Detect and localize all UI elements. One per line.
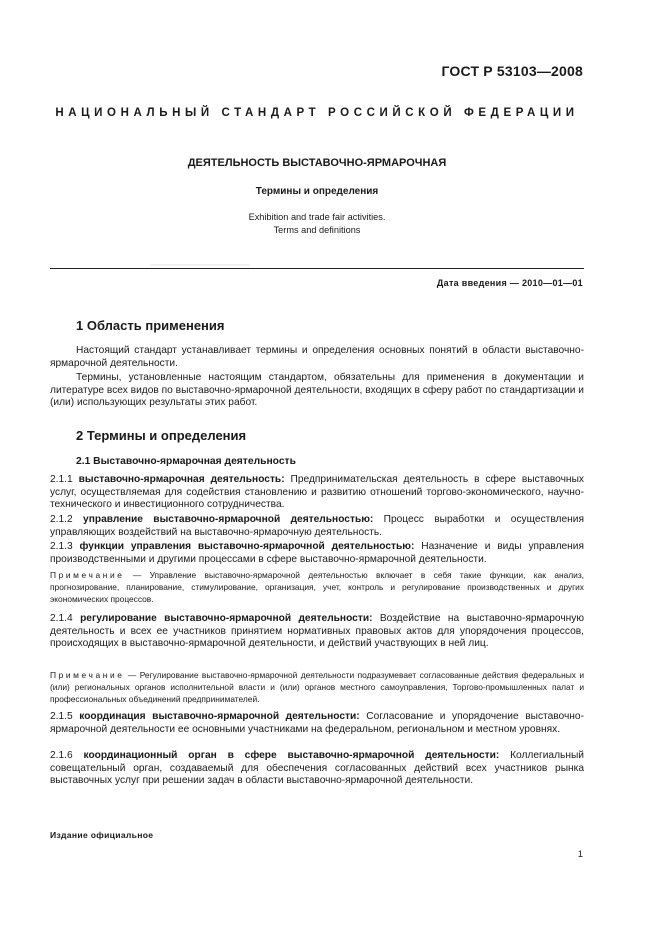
term-2-1-2 bbox=[50, 514, 584, 539]
term-number: 2.1.3 bbox=[50, 541, 73, 552]
term-2-1-1 bbox=[50, 474, 584, 512]
term-name: управление выставочно-ярмарочной деятельностью: bbox=[83, 514, 374, 525]
section-2-heading: 2 Термины и определения bbox=[76, 428, 247, 443]
term-definition: Назначение и виды управления производственными и другими процессами в сфере выставочно-ярмарочной деятельности. bbox=[50, 541, 585, 565]
term-2-1-3 bbox=[50, 541, 584, 566]
term-number: 2.1.4 bbox=[50, 613, 73, 624]
note-2 bbox=[50, 669, 584, 706]
document-title: ДЕЯТЕЛЬНОСТЬ ВЫСТАВОЧНО-ЯРМАРОЧНАЯ bbox=[187, 157, 447, 169]
term-number: 2.1.1 bbox=[50, 474, 73, 485]
term-2-1-6 bbox=[50, 750, 584, 788]
document-code: ГОСТ Р 53103—2008 bbox=[441, 63, 583, 79]
term-number: 2.1.5 bbox=[50, 711, 73, 722]
term-name: выставочно-ярмарочная деятельность: bbox=[78, 474, 285, 485]
term-definition: Коллегиальный совещательный орган, создаваемый для обеспечения согласованных действий всех участников рынка выставочных услуг при решении задач в области выставочно-ярмарочной деятельности. bbox=[50, 750, 584, 787]
term-name: координационный орган в сфере выставочно-ярмарочной деятельности: bbox=[83, 750, 500, 761]
section-1-heading: 1 Область применения bbox=[76, 318, 225, 333]
term-2-1-5 bbox=[50, 711, 584, 736]
note-1 bbox=[50, 569, 584, 606]
note-text: — Регулирование выставочно-ярмарочной деятельности подразумевает согласованные действия федеральных и (или) региональных органов исполнительной власти и (или) органов местного самоуправления, Торгово-промышленных палат и профессиональных объединений предпринимателей. bbox=[50, 670, 585, 705]
term-name: регулирование выставочно-ярмарочной деятельности: bbox=[80, 613, 373, 624]
official-edition-label: Издание официальное bbox=[50, 830, 154, 840]
term-definition: Процесс выработки и осуществления управляющих воздействий на выставочно-ярмарочную деятельность. bbox=[50, 514, 584, 538]
section-1-paragraph-2: Термины, установленные настоящим стандартом, обязательны для применения в документации и литературе всех видов по выставочно-ярмарочной деятельности, входящих в сферу работ по стандартизации и (или) использующих результаты этих работ. bbox=[50, 372, 584, 409]
term-number: 2.1.2 bbox=[50, 514, 73, 525]
term-number: 2.1.6 bbox=[50, 750, 73, 761]
term-2-1-4 bbox=[50, 613, 584, 651]
term-definition: Предпринимательская деятельность в сфере выставочных услуг, осуществляемая для содействия становлению и развитию отношений торгово-экономического, научно-технического и инвестиционного сотрудничества. bbox=[50, 474, 584, 511]
term-definition: Согласование и упорядочение выставочно-ярмарочной деятельности ее основными участниками на федеральном, региональном и местном уровнях. bbox=[50, 711, 584, 735]
english-title-line1: Exhibition and trade fair activities. bbox=[248, 212, 386, 222]
term-name: функции управления выставочно-ярмарочной деятельностью: bbox=[79, 541, 415, 552]
page-number: 1 bbox=[577, 849, 583, 860]
horizontal-divider bbox=[50, 268, 584, 269]
note-label: Примечание bbox=[50, 670, 125, 680]
subsection-2-1-heading: 2.1 Выставочно-ярмарочная деятельность bbox=[76, 456, 296, 467]
section-1-paragraph-1: Настоящий стандарт устанавливает термины и определения основных понятий в области выставочно-ярмарочной деятельности. bbox=[50, 345, 584, 369]
scan-artifact bbox=[150, 264, 250, 266]
note-label: Примечание bbox=[50, 570, 125, 580]
english-title-line2: Terms and definitions bbox=[273, 225, 361, 235]
introduction-date: Дата введения — 2010—01—01 bbox=[436, 278, 583, 288]
term-definition: Воздействие на выставочно-ярмарочную деятельность и всех ее участников принятием нормативных правовых актов для упорядочения процессов, происходящих в выставочно-ярмарочной деятельности, и действий участвующих в ней лиц. bbox=[50, 613, 584, 650]
term-name: координация выставочно-ярмарочной деятельности: bbox=[79, 711, 360, 722]
document-subtitle: Термины и определения bbox=[255, 186, 379, 197]
national-standard-banner: НАЦИОНАЛЬНЫЙ СТАНДАРТ РОССИЙСКОЙ ФЕДЕРАЦИИ bbox=[55, 107, 579, 119]
note-text: — Управление выставочно-ярмарочной деятельностью включает в себя такие функции, как анализ, прогнозирование, планирование, стимулирование, организация, учет, контроль и регулирование производственных и других экономических процессов. bbox=[50, 570, 584, 605]
